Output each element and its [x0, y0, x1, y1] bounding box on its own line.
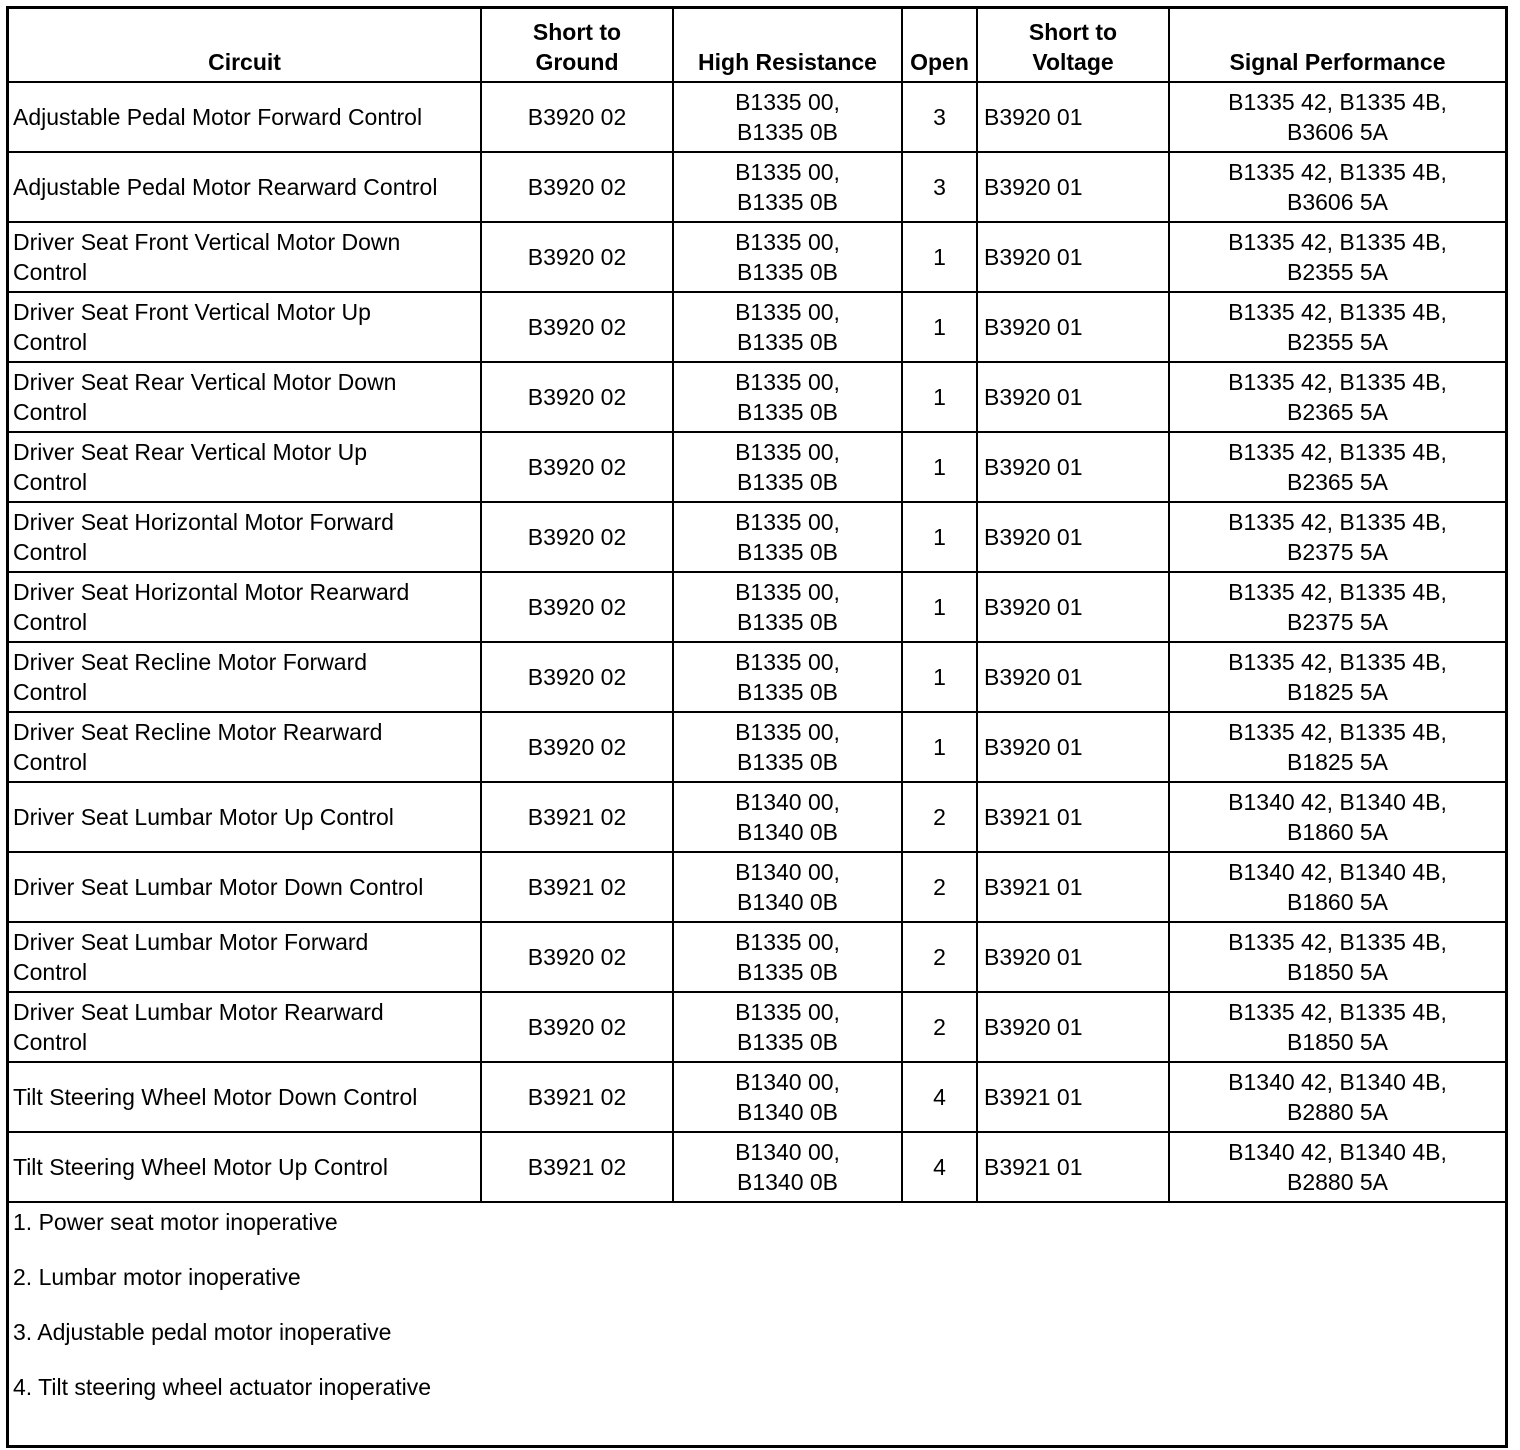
signal-performance-cell-line: B1335 42, B1335 4B,	[1228, 369, 1447, 395]
table-row	[9, 782, 1505, 852]
signal-performance-cell-line: B1340 42, B1340 4B,	[1228, 859, 1447, 885]
header-short-to-ground-line: Short to	[532, 19, 622, 45]
signal-performance-cell	[1169, 572, 1505, 642]
open-cell: 2	[902, 992, 977, 1062]
signal-performance-cell-line: B1335 42, B1335 4B,	[1228, 929, 1447, 955]
circuit-cell	[9, 992, 481, 1062]
header-short-to-voltage	[977, 9, 1169, 82]
high-resistance-cell	[673, 1132, 902, 1202]
signal-performance-cell-line: B1335 42, B1335 4B,	[1228, 579, 1447, 605]
high-resistance-cell	[673, 222, 902, 292]
short-to-voltage-cell: B3920 01	[977, 712, 1169, 782]
table-row	[9, 292, 1505, 362]
circuit-cell-line: Control	[13, 749, 88, 775]
high-resistance-cell	[673, 642, 902, 712]
signal-performance-cell	[1169, 922, 1505, 992]
signal-performance-cell-line: B1335 42, B1335 4B,	[1228, 649, 1447, 675]
short-to-ground-cell: B3920 02	[481, 712, 673, 782]
short-to-voltage-cell: B3920 01	[977, 222, 1169, 292]
circuit-cell-line: Driver Seat Rear Vertical Motor Up	[13, 439, 368, 465]
high-resistance-cell-line: B1335 00,	[735, 89, 840, 115]
short-to-voltage-cell: B3920 01	[977, 922, 1169, 992]
high-resistance-cell-line: B1340 0B	[736, 1099, 839, 1125]
circuit-cell	[9, 922, 481, 992]
signal-performance-cell-line: B2375 5A	[1286, 539, 1389, 565]
circuit-cell-line: Control	[13, 539, 88, 565]
table-row	[9, 1132, 1505, 1202]
table-row	[9, 502, 1505, 572]
high-resistance-cell-line: B1335 0B	[736, 399, 839, 425]
circuit-cell	[9, 152, 481, 222]
high-resistance-cell	[673, 432, 902, 502]
signal-performance-cell-line: B1335 42, B1335 4B,	[1228, 999, 1447, 1025]
header-short-to-ground	[481, 9, 673, 82]
high-resistance-cell-line: B1335 0B	[736, 469, 839, 495]
signal-performance-cell	[1169, 852, 1505, 922]
high-resistance-cell	[673, 1062, 902, 1132]
signal-performance-cell	[1169, 1132, 1505, 1202]
short-to-ground-cell: B3920 02	[481, 222, 673, 292]
short-to-voltage-cell: B3920 01	[977, 502, 1169, 572]
signal-performance-cell-line: B1335 42, B1335 4B,	[1228, 719, 1447, 745]
circuit-cell-line: Control	[13, 679, 88, 705]
open-cell: 1	[902, 222, 977, 292]
signal-performance-cell-line: B2355 5A	[1286, 259, 1389, 285]
short-to-voltage-cell: B3920 01	[977, 642, 1169, 712]
circuit-cell	[9, 362, 481, 432]
open-cell: 4	[902, 1062, 977, 1132]
circuit-cell-line: Driver Seat Horizontal Motor Forward	[13, 509, 394, 535]
high-resistance-cell-line: B1340 0B	[736, 889, 839, 915]
circuit-cell-line: Control	[13, 1029, 88, 1055]
circuit-cell	[9, 432, 481, 502]
short-to-ground-cell: B3920 02	[481, 992, 673, 1062]
high-resistance-cell	[673, 922, 902, 992]
circuit-cell-line: Driver Seat Horizontal Motor Rearward	[13, 579, 410, 605]
high-resistance-cell-line: B1335 00,	[735, 509, 840, 535]
circuit-cell-line: Tilt Steering Wheel Motor Down Control	[13, 1084, 418, 1110]
table-row	[9, 712, 1505, 782]
high-resistance-cell	[673, 82, 902, 152]
circuit-cell	[9, 642, 481, 712]
high-resistance-cell-line: B1335 0B	[736, 959, 839, 985]
circuit-cell-line: Control	[13, 329, 88, 355]
signal-performance-cell-line: B1335 42, B1335 4B,	[1228, 509, 1447, 535]
signal-performance-cell	[1169, 292, 1505, 362]
high-resistance-cell-line: B1335 00,	[735, 579, 840, 605]
header-short-to-voltage-line: Short to	[1028, 19, 1118, 45]
high-resistance-cell-line: B1340 00,	[735, 789, 840, 815]
high-resistance-cell-line: B1335 00,	[735, 159, 840, 185]
table-header-row	[9, 9, 1505, 82]
signal-performance-cell-line: B1860 5A	[1286, 819, 1389, 845]
high-resistance-cell	[673, 712, 902, 782]
circuit-cell	[9, 782, 481, 852]
short-to-voltage-cell: B3920 01	[977, 362, 1169, 432]
high-resistance-cell-line: B1335 00,	[735, 929, 840, 955]
signal-performance-cell-line: B1340 42, B1340 4B,	[1228, 1069, 1447, 1095]
open-cell: 2	[902, 782, 977, 852]
circuit-cell-line: Tilt Steering Wheel Motor Up Control	[13, 1154, 388, 1180]
diagnostic-table-frame	[6, 6, 1508, 1448]
header-signal-performance: Signal Performance	[1169, 9, 1505, 82]
open-cell: 1	[902, 432, 977, 502]
table-row	[9, 362, 1505, 432]
short-to-ground-cell: B3920 02	[481, 152, 673, 222]
header-short-to-voltage-line: Voltage	[1032, 49, 1114, 75]
short-to-voltage-cell: B3921 01	[977, 852, 1169, 922]
signal-performance-cell	[1169, 82, 1505, 152]
high-resistance-cell-line: B1335 00,	[735, 299, 840, 325]
table-row	[9, 992, 1505, 1062]
circuit-cell	[9, 572, 481, 642]
short-to-ground-cell: B3920 02	[481, 432, 673, 502]
high-resistance-cell-line: B1335 00,	[735, 369, 840, 395]
high-resistance-cell-line: B1335 0B	[736, 539, 839, 565]
circuit-cell	[9, 502, 481, 572]
open-cell: 2	[902, 852, 977, 922]
table-row	[9, 82, 1505, 152]
table-row	[9, 222, 1505, 292]
high-resistance-cell-line: B1335 0B	[736, 259, 839, 285]
open-cell: 1	[902, 572, 977, 642]
signal-performance-cell-line: B1335 42, B1335 4B,	[1228, 299, 1447, 325]
short-to-ground-cell: B3920 02	[481, 922, 673, 992]
signal-performance-cell-line: B1850 5A	[1286, 959, 1389, 985]
footnote: 3. Adjustable pedal motor inoperative	[13, 1319, 392, 1345]
high-resistance-cell-line: B1335 00,	[735, 999, 840, 1025]
circuit-cell-line: Control	[13, 469, 88, 495]
short-to-voltage-cell: B3920 01	[977, 152, 1169, 222]
high-resistance-cell	[673, 362, 902, 432]
table-row	[9, 642, 1505, 712]
signal-performance-cell-line: B1340 42, B1340 4B,	[1228, 789, 1447, 815]
signal-performance-cell-line: B1335 42, B1335 4B,	[1228, 229, 1447, 255]
signal-performance-cell-line: B1335 42, B1335 4B,	[1228, 159, 1447, 185]
short-to-ground-cell: B3921 02	[481, 1062, 673, 1132]
high-resistance-cell	[673, 152, 902, 222]
short-to-ground-cell: B3920 02	[481, 572, 673, 642]
footnote: 2. Lumbar motor inoperative	[13, 1264, 301, 1290]
high-resistance-cell-line: B1335 0B	[736, 749, 839, 775]
short-to-voltage-cell: B3920 01	[977, 82, 1169, 152]
circuit-cell	[9, 82, 481, 152]
open-cell: 3	[902, 82, 977, 152]
circuit-cell	[9, 712, 481, 782]
circuit-cell-line: Driver Seat Recline Motor Forward	[13, 649, 368, 675]
high-resistance-cell-line: B1335 0B	[736, 679, 839, 705]
signal-performance-cell	[1169, 642, 1505, 712]
short-to-voltage-cell: B3921 01	[977, 782, 1169, 852]
footnote: 4. Tilt steering wheel actuator inoperative	[13, 1374, 432, 1400]
signal-performance-cell	[1169, 222, 1505, 292]
high-resistance-cell-line: B1340 00,	[735, 859, 840, 885]
signal-performance-cell-line: B1335 42, B1335 4B,	[1228, 89, 1447, 115]
header-circuit: Circuit	[9, 9, 481, 82]
open-cell: 1	[902, 642, 977, 712]
signal-performance-cell	[1169, 152, 1505, 222]
high-resistance-cell	[673, 502, 902, 572]
high-resistance-cell-line: B1335 00,	[735, 649, 840, 675]
circuit-cell-line: Driver Seat Front Vertical Motor Down	[13, 229, 401, 255]
high-resistance-cell	[673, 782, 902, 852]
circuit-cell	[9, 1132, 481, 1202]
signal-performance-cell-line: B3606 5A	[1286, 119, 1389, 145]
circuit-cell-line: Adjustable Pedal Motor Forward Control	[13, 104, 423, 130]
signal-performance-cell	[1169, 502, 1505, 572]
open-cell: 3	[902, 152, 977, 222]
signal-performance-cell	[1169, 432, 1505, 502]
circuit-cell	[9, 852, 481, 922]
short-to-voltage-cell: B3920 01	[977, 572, 1169, 642]
circuit-cell-line: Control	[13, 399, 88, 425]
circuit-diagnostic-table	[9, 9, 1505, 1203]
circuit-cell-line: Driver Seat Lumbar Motor Down Control	[13, 874, 424, 900]
short-to-ground-cell: B3921 02	[481, 1132, 673, 1202]
signal-performance-cell-line: B1850 5A	[1286, 1029, 1389, 1055]
header-open: Open	[902, 9, 977, 82]
open-cell: 1	[902, 362, 977, 432]
high-resistance-cell-line: B1340 00,	[735, 1069, 840, 1095]
short-to-voltage-cell: B3921 01	[977, 1132, 1169, 1202]
signal-performance-cell-line: B2355 5A	[1286, 329, 1389, 355]
high-resistance-cell-line: B1335 00,	[735, 719, 840, 745]
table-row	[9, 432, 1505, 502]
high-resistance-cell	[673, 292, 902, 362]
circuit-cell	[9, 1062, 481, 1132]
high-resistance-cell-line: B1335 0B	[736, 119, 839, 145]
signal-performance-cell	[1169, 782, 1505, 852]
signal-performance-cell	[1169, 362, 1505, 432]
short-to-ground-cell: B3920 02	[481, 362, 673, 432]
open-cell: 1	[902, 712, 977, 782]
short-to-voltage-cell: B3920 01	[977, 292, 1169, 362]
circuit-cell-line: Driver Seat Rear Vertical Motor Down	[13, 369, 397, 395]
high-resistance-cell	[673, 572, 902, 642]
circuit-cell-line: Control	[13, 959, 88, 985]
high-resistance-cell	[673, 992, 902, 1062]
circuit-cell-line: Driver Seat Recline Motor Rearward	[13, 719, 383, 745]
short-to-ground-cell: B3921 02	[481, 782, 673, 852]
high-resistance-cell-line: B1340 0B	[736, 1169, 839, 1195]
header-short-to-ground-line: Ground	[535, 49, 619, 75]
signal-performance-cell-line: B1340 42, B1340 4B,	[1228, 1139, 1447, 1165]
table-body	[9, 82, 1505, 1202]
signal-performance-cell-line: B1825 5A	[1286, 749, 1389, 775]
signal-performance-cell-line: B2880 5A	[1286, 1169, 1389, 1195]
table-row	[9, 922, 1505, 992]
signal-performance-cell	[1169, 1062, 1505, 1132]
table-row	[9, 152, 1505, 222]
signal-performance-cell-line: B1825 5A	[1286, 679, 1389, 705]
footnotes	[9, 1203, 1505, 1402]
short-to-ground-cell: B3920 02	[481, 82, 673, 152]
open-cell: 2	[902, 922, 977, 992]
circuit-cell	[9, 292, 481, 362]
circuit-cell-line: Driver Seat Lumbar Motor Up Control	[13, 804, 394, 830]
circuit-cell-line: Driver Seat Lumbar Motor Forward	[13, 929, 369, 955]
circuit-cell-line: Driver Seat Lumbar Motor Rearward	[13, 999, 384, 1025]
short-to-voltage-cell: B3921 01	[977, 1062, 1169, 1132]
header-high-resistance: High Resistance	[673, 9, 902, 82]
high-resistance-cell-line: B1340 0B	[736, 819, 839, 845]
circuit-cell-line: Control	[13, 259, 88, 285]
footnote: 1. Power seat motor inoperative	[13, 1209, 338, 1235]
circuit-cell-line: Driver Seat Front Vertical Motor Up	[13, 299, 371, 325]
signal-performance-cell-line: B1335 42, B1335 4B,	[1228, 439, 1447, 465]
open-cell: 1	[902, 502, 977, 572]
short-to-ground-cell: B3920 02	[481, 642, 673, 712]
open-cell: 4	[902, 1132, 977, 1202]
high-resistance-cell-line: B1335 0B	[736, 1029, 839, 1055]
high-resistance-cell-line: B1335 00,	[735, 439, 840, 465]
open-cell: 1	[902, 292, 977, 362]
short-to-ground-cell: B3920 02	[481, 502, 673, 572]
signal-performance-cell-line: B1860 5A	[1286, 889, 1389, 915]
signal-performance-cell	[1169, 992, 1505, 1062]
signal-performance-cell-line: B2365 5A	[1286, 469, 1389, 495]
high-resistance-cell	[673, 852, 902, 922]
high-resistance-cell-line: B1335 0B	[736, 609, 839, 635]
table-row	[9, 572, 1505, 642]
signal-performance-cell-line: B2375 5A	[1286, 609, 1389, 635]
signal-performance-cell-line: B2880 5A	[1286, 1099, 1389, 1125]
signal-performance-cell	[1169, 712, 1505, 782]
high-resistance-cell-line: B1340 00,	[735, 1139, 840, 1165]
short-to-ground-cell: B3920 02	[481, 292, 673, 362]
signal-performance-cell-line: B2365 5A	[1286, 399, 1389, 425]
circuit-cell	[9, 222, 481, 292]
signal-performance-cell-line: B3606 5A	[1286, 189, 1389, 215]
circuit-cell-line: Adjustable Pedal Motor Rearward Control	[13, 174, 438, 200]
high-resistance-cell-line: B1335 0B	[736, 189, 839, 215]
table-row	[9, 1062, 1505, 1132]
high-resistance-cell-line: B1335 00,	[735, 229, 840, 255]
circuit-cell-line: Control	[13, 609, 88, 635]
table-row	[9, 852, 1505, 922]
short-to-voltage-cell: B3920 01	[977, 992, 1169, 1062]
short-to-ground-cell: B3921 02	[481, 852, 673, 922]
high-resistance-cell-line: B1335 0B	[736, 329, 839, 355]
short-to-voltage-cell: B3920 01	[977, 432, 1169, 502]
